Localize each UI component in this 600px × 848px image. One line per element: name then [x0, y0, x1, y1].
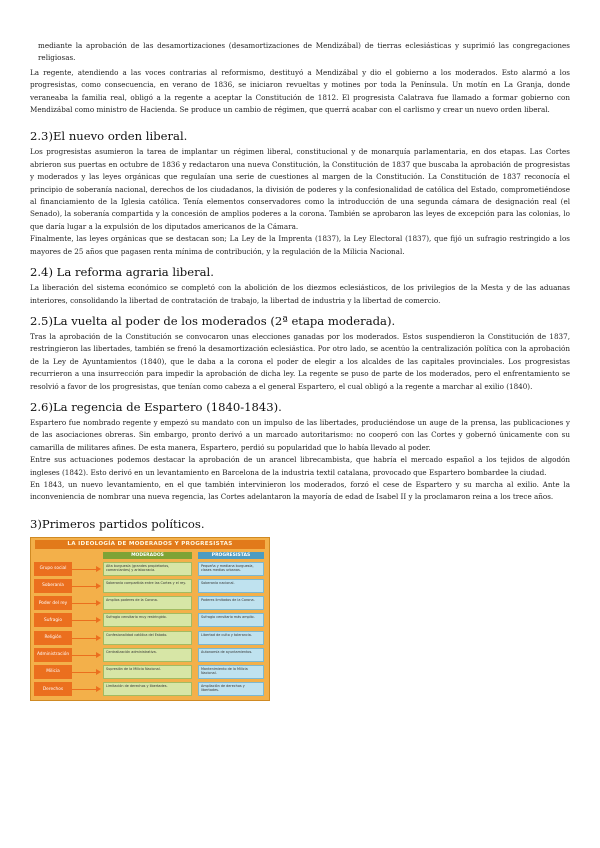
figure-progresistas-cell: Soberanía nacional.: [198, 579, 264, 593]
figure-moderados-cell: Alta burguesía (grandes propietarios, comerciantes) y aristocracia.: [103, 562, 192, 576]
figure-moderados-cell: Amplios poderes de la Corona.: [103, 596, 192, 610]
arrow-icon: [96, 566, 101, 572]
paragraph-2-5-1: Tras la aprobación de la Constitución se convocaron unas elecciones ganadas por los moderados. Estos suspendieron la Constitución de 1837, restringieron las libertades, también se frenó la desamortización eclesiástica. Por otro lado, se acentúo la centralización política con la aprobación de la Ley de Ayuntamientos (1840), que le daba a la corona el poder de elegir a los alcaldes de las capitales provinciales. Los progresistas recurrieron a una insurrección para impedir la aprobación de dicha ley. La regente se puso de parte de los moderados, pero el enfrentamiento se resolvió a favor de los progresistas, que tenían como cabeza a el general Espartero, el cual obligó a la regente a marchar al exilio (1840).: [30, 331, 570, 391]
paragraph-2-3-2: Finalmente, las leyes orgánicas que se destacan son; La Ley de la Imprenta (1837), la Ley Electoral (1837), que fijó un sufragio restringido a los mayores de 25 años que pagasen renta mínima de contribución, y la regulación de la Milicia Nacional.: [30, 234, 570, 256]
figure-progresistas-cell: Libertad de culto y tolerancia.: [198, 631, 264, 645]
arrow-icon: [96, 686, 101, 692]
figure-title: LA IDEOLOGÍA DE MODERADOS Y PROGRESISTAS: [35, 540, 265, 549]
figure-connector: [72, 655, 96, 656]
heading-2-3: 2.3)El nuevo orden liberal.: [30, 129, 188, 144]
arrow-icon: [96, 583, 101, 589]
figure-category: Grupo social: [34, 562, 72, 576]
heading-3: 3)Primeros partidos políticos.: [30, 516, 205, 531]
figure-progresistas-cell: Mantenimiento de la Milicia Nacional.: [198, 665, 264, 679]
ideology-figure: [30, 537, 270, 701]
figure-category: Sufragio: [34, 613, 72, 627]
column-header-progresistas: PROGRESISTAS: [198, 552, 264, 559]
arrow-icon: [96, 652, 101, 658]
figure-progresistas-cell: Ampliación de derechos y libertades.: [198, 682, 264, 696]
arrow-icon: [96, 635, 101, 641]
figure-connector: [72, 569, 96, 570]
figure-category: Milicia: [34, 665, 72, 679]
figure-category: Derechos: [34, 682, 72, 696]
figure-connector: [72, 620, 96, 621]
paragraph-intro-2: La regente, atendiendo a las voces contrarias al reformismo, destituyó a Mendizábal y dio el gobierno a los moderados. Esto alarmó a los progresistas, como consecuencia, en verano de 1836, se iniciaron revueltas y motines por toda la Península. Un motín en La Granja, donde veraneaba la familia real, obligó a la regente a aceptar la Constitución de 1812. El progresista Calatrava fue llamado a formar gobierno con Mendizábal como ministro de Hacienda. Se produce un cambio de régimen, que querrá acabar con el carlismo y crear un nuevo orden liberal.: [30, 67, 570, 115]
figure-progresistas-cell: Poderes limitados de la Corona.: [198, 596, 264, 610]
figure-category: Religión: [34, 631, 72, 645]
paragraph-2-3-1: Los progresistas asumieron la tarea de implantar un régimen liberal, constitucional y de monarquía parlamentaria, en dos etapas. Las Cortes abrieron sus puertas en octubre de 1836 y redactaron una nueva Constitución, la Constitución de 1837 que buscaba la aprobación de progresistas y moderados y las leyes orgánicas que regulaían una serie de cuestiones al margen de la Constitución. La Constitución de 1837 reconocía el principio de soberanía nacional, derechos de los ciudadanos, la división de poderes y la confesionalidad de católica del Estado, comprometiéndose al financiamiento de la Iglesia católica. Tenía elementos conservadores como la introducción de una segunda cámara de designación real (el Senado), la soberanía compartida y la concesión de amplios poderes a la corona. También se aprobaron las leyes de excepción para las colonias, lo que daría lugar a la expulsión de los diputados americanos de la Cámara.: [30, 147, 570, 231]
figure-progresistas-cell: Autonomía de ayuntamientos.: [198, 648, 264, 662]
paragraph-2-6-2: Entre sus actuaciones podemos destacar la aprobación de un arancel librecambista, que habría el mercado español a los tejidos de algodón ingleses (1842). Esto derivó en un levantamiento en Barcelona de la industria textil catalana, provocado que Espartero bombardee la ciudad.: [30, 455, 570, 477]
heading-2-4: 2.4) La reforma agraria liberal.: [30, 265, 214, 280]
figure-moderados-cell: Limitación de derechos y libertades.: [103, 682, 192, 696]
figure-moderados-cell: Supresión de la Milicia Nacional.: [103, 665, 192, 679]
figure-connector: [72, 672, 96, 673]
figure-progresistas-cell: Sufragio censitario más amplio.: [198, 613, 264, 627]
figure-connector: [72, 586, 96, 587]
figure-progresistas-cell: Pequeña y mediana burguesía, clases medias urbanas.: [198, 562, 264, 576]
figure-moderados-cell: Centralización administrativa.: [103, 648, 192, 662]
arrow-icon: [96, 600, 101, 606]
figure-connector: [72, 638, 96, 639]
heading-2-5: 2.5)La vuelta al poder de los moderados (2ª etapa moderada).: [30, 313, 396, 328]
figure-moderados-cell: Soberanía compartida entre las Cortes y el rey.: [103, 579, 192, 593]
figure-category: Poder del rey: [34, 596, 72, 610]
figure-moderados-cell: Sufragio censitario muy restringido.: [103, 613, 192, 627]
figure-category: Administración: [34, 648, 72, 662]
paragraph-2-6-1: Espartero fue nombrado regente y empezó su mandato con un impulso de las libertades, produciéndose un auge de la prensa, las publicaciones y de las asociaciones obreras. Sin embargo, pronto derivó a un marcado autoritarismo: no cooperó con las Cortes y gobernó únicamente con su camarilla de militares afines. De esta manera, Espartero, perdió su popularidad que lo había llevado al poder.: [30, 417, 570, 452]
paragraph-intro-1: mediante la aprobación de las desamortizaciones (desamortizaciones de Mendizábal) de tierras eclesiásticas y suprimió las congregaciones religiosas.: [38, 41, 570, 63]
figure-connector: [72, 689, 96, 690]
figure-category: Soberanía: [34, 579, 72, 593]
figure-moderados-cell: Confesionalidad católica del Estado.: [103, 631, 192, 645]
column-header-moderados: MODERADOS: [103, 552, 192, 559]
paragraph-2-6-3: En 1843, un nuevo levantamiento, en el que también intervinieron los moderados, forzó el cese de Espartero y su marcha al exilio. Ante la inconveniencia de nombrar una nueva regencia, las Cortes adelantaron la mayoría de edad de Isabel II y la proclamaron reina a los trece años.: [30, 479, 570, 502]
paragraph-2-4-1: La liberación del sistema económico se completó con la abolición de los diezmos eclesiásticos, de los privilegios de la Mesta y de las aduanas interiores, consolidando la libertad de contratación de trabajo, la libertad de industria y la libertad de comercio.: [30, 283, 570, 305]
heading-2-6: 2.6)La regencia de Espartero (1840-1843).: [30, 399, 282, 414]
document-page: [30, 40, 570, 701]
figure-connector: [72, 603, 96, 604]
arrow-icon: [96, 617, 101, 623]
arrow-icon: [96, 669, 101, 675]
